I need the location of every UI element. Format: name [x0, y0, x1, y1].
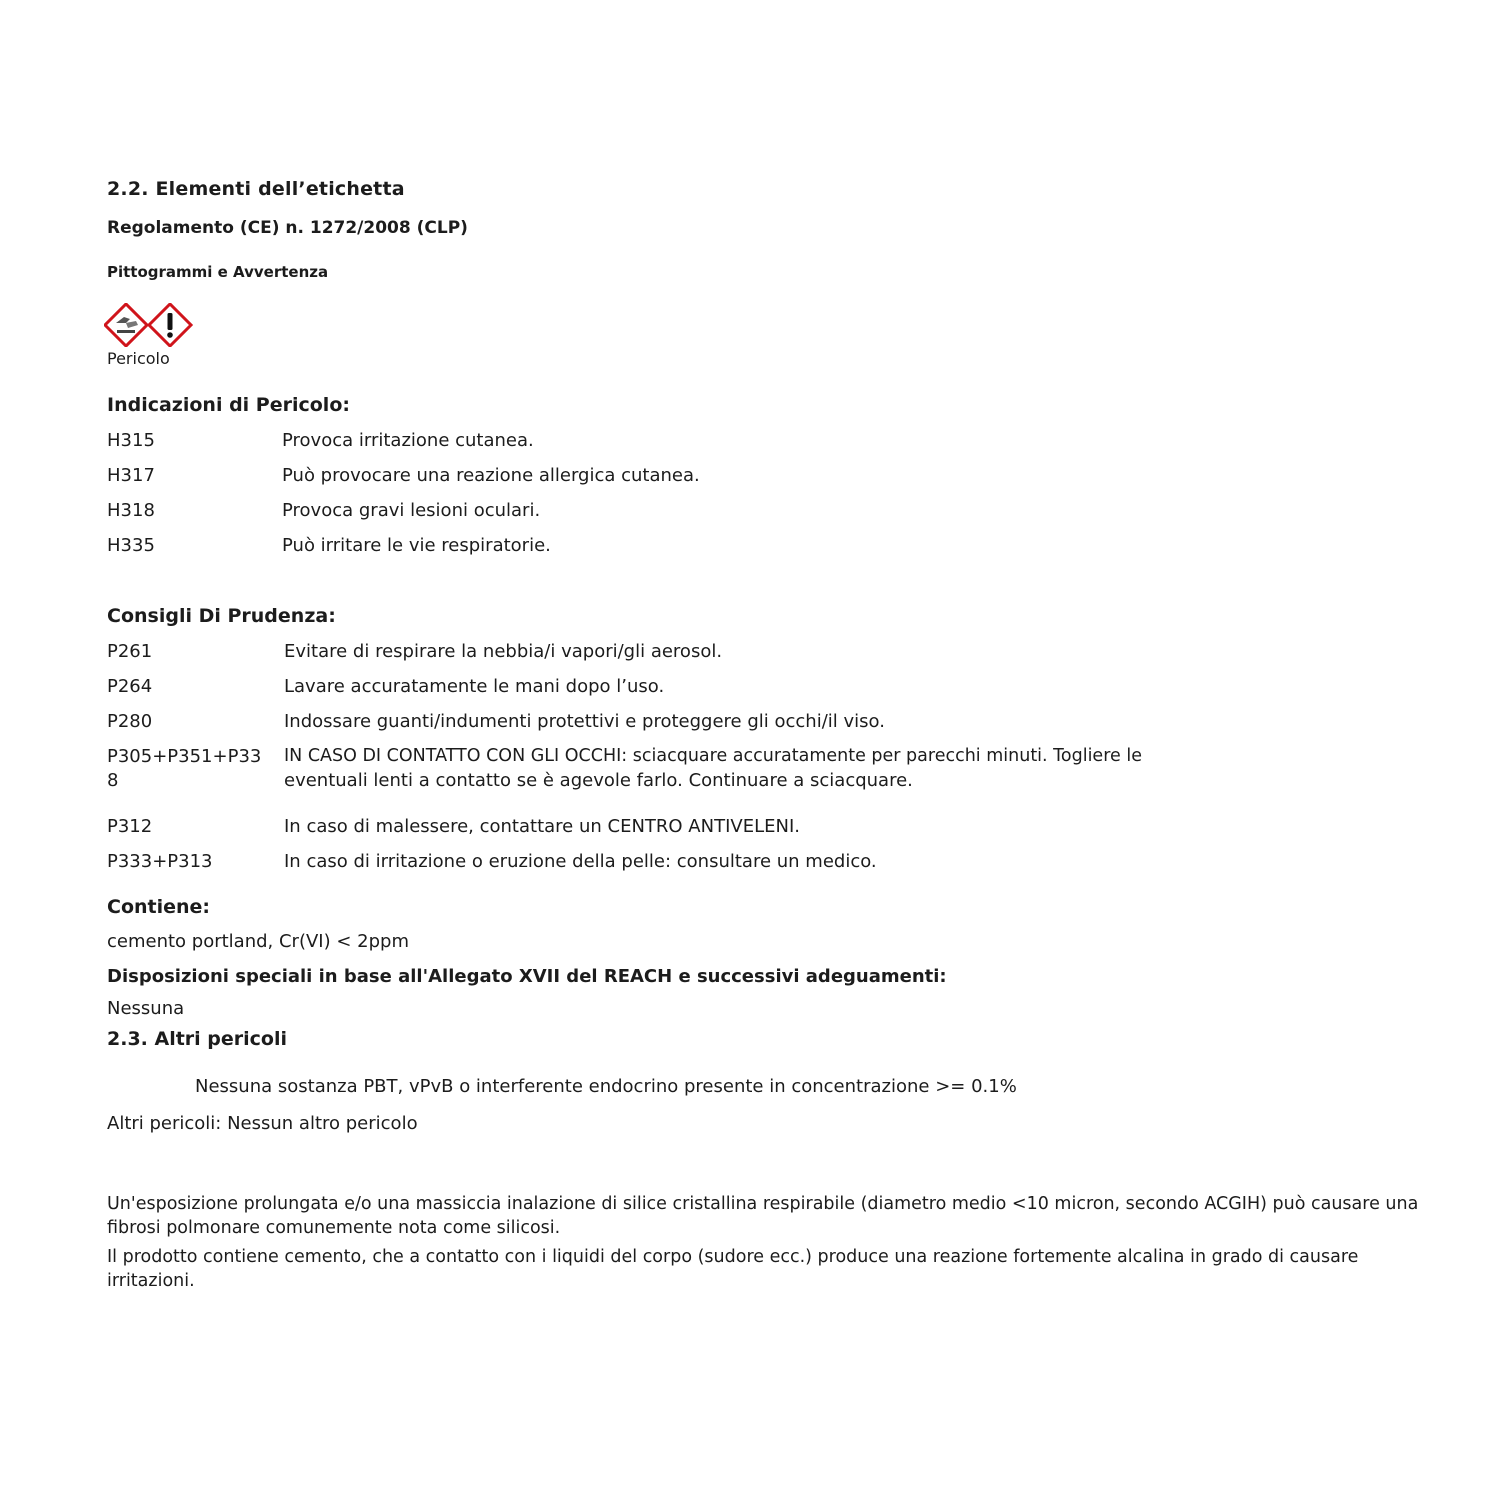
hazard-text: Può provocare una reazione allergica cutanea. [282, 465, 700, 486]
hazard-text: Provoca irritazione cutanea. [282, 430, 534, 451]
hazard-code: H317 [107, 465, 155, 486]
ghs-pictograms [104, 303, 194, 347]
precaution-text: In caso di irritazione o eruzione della pelle: consultare un medico. [284, 851, 877, 872]
section-title: 2.3. Altri pericoli [107, 1028, 287, 1050]
exclamation-mark-icon [149, 304, 191, 346]
hazard-code: H335 [107, 535, 155, 556]
precaution-text: In caso di malessere, contattare un CENTRO ANTIVELENI. [284, 816, 800, 837]
hazard-heading: Indicazioni di Pericolo: [107, 394, 350, 416]
precaution-code: P333+P313 [107, 851, 213, 872]
precaution-code: P280 [107, 711, 153, 732]
section-title: 2.2. Elementi dell’etichetta [107, 178, 405, 200]
corrosion-icon [105, 304, 147, 346]
precaution-code: P305+P351+P33 [107, 746, 262, 767]
contains-text: cemento portland, Cr(VI) < 2ppm [107, 931, 409, 952]
precaution-heading: Consigli Di Prudenza: [107, 605, 336, 627]
precaution-text-continued: eventuali lenti a contatto se è agevole farlo. Continuare a sciacquare. [284, 770, 913, 791]
other-hazards: Altri pericoli: Nessun altro pericolo [107, 1113, 418, 1134]
precaution-code: P261 [107, 641, 153, 662]
note-paragraph: Un'esposizione prolungata e/o una massiccia inalazione di silice cristallina respirabile (diametro medio <10 micron, secondo ACGIH) può causare una fibrosi polmonare comunemente nota come silicosi. [107, 1194, 1419, 1238]
hazard-code: H318 [107, 500, 155, 521]
pbt-statement: Nessuna sostanza PBT, vPvB o interferente endocrino presente in concentrazione >= 0.1% [195, 1076, 1017, 1097]
precaution-text: Indossare guanti/indumenti protettivi e proteggere gli occhi/il viso. [284, 711, 885, 732]
precaution-text: IN CASO DI CONTATTO CON GLI OCCHI: sciacquare accuratamente per parecchi minuti. Togliere le [284, 746, 1142, 766]
hazard-text: Può irritare le vie respiratorie. [282, 535, 551, 556]
precaution-text: Evitare di respirare la nebbia/i vapori/gli aerosol. [284, 641, 723, 662]
reach-text: Nessuna [107, 998, 185, 1019]
reach-heading: Disposizioni speciali in base all'Allegato XVII del REACH e successivi adeguamenti: [107, 966, 947, 987]
note-paragraph: Il prodotto contiene cemento, che a contatto con i liquidi del corpo (sudore ecc.) produce una reazione fortemente alcalina in grado di causare irritazioni. [107, 1247, 1359, 1291]
precaution-code: P264 [107, 676, 153, 697]
regulation-label: Regolamento (CE) n. 1272/2008 (CLP) [107, 218, 468, 238]
precaution-code-continued: 8 [107, 770, 119, 791]
contains-heading: Contiene: [107, 896, 211, 918]
hazard-code: H315 [107, 430, 155, 451]
signal-word: Pericolo [107, 349, 170, 368]
precaution-text: Lavare accuratamente le mani dopo l’uso. [284, 676, 665, 697]
hazard-text: Provoca gravi lesioni oculari. [282, 500, 541, 521]
precaution-code: P312 [107, 816, 153, 837]
pictograms-heading: Pittogrammi e Avvertenza [107, 263, 329, 281]
